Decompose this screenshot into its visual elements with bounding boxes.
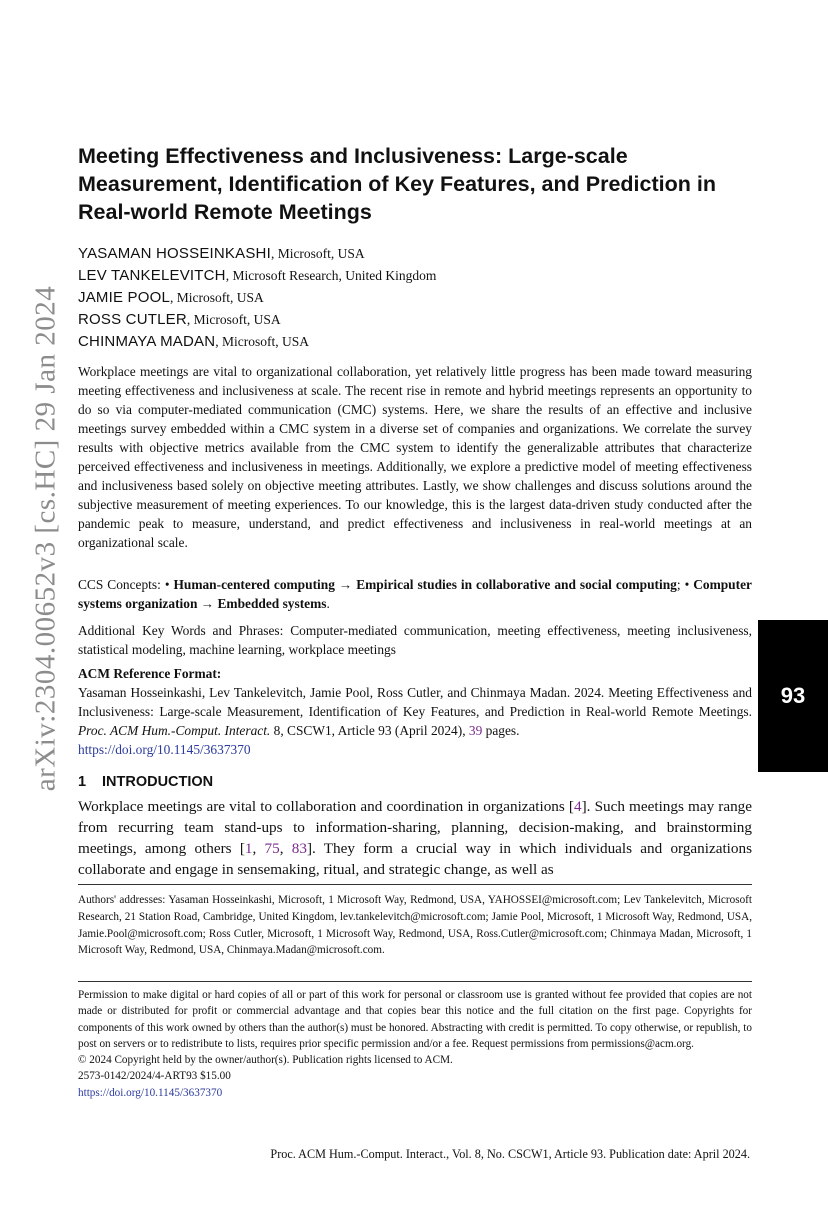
- acm-reference-part: pages.: [482, 723, 520, 738]
- author-affiliation: , Microsoft Research, United Kingdom: [225, 268, 437, 283]
- citation-separator: ,: [279, 840, 292, 857]
- footnote-divider: [78, 884, 752, 885]
- ccs-separator: ;: [676, 577, 685, 592]
- author-name: JAMIE POOL: [78, 289, 171, 306]
- ccs-concepts: [78, 575, 752, 613]
- authors-addresses: Authors' addresses: Yasaman Hosseinkashi, Microsoft, 1 Microsoft Way, Redmond, USA, YAHOSSEI@microsoft.com; Lev Tankelevitch, Microsoft Research, 21 Station Road, Cambridge, United Kingdom, lev.tankelevitch@microsoft.com; Jamie Pool, Microsoft, 1 Microsoft Way, Redmond, USA, Jamie.Pool@microsoft.com; Ross Cutler, Microsoft, 1 Microsoft Way, Redmond, USA, Ross.Cutler@microsoft.com; Chinmaya Madan, Microsoft, 1 Microsoft Way, Redmond, USA, Chinmaya.Madan@microsoft.com.: [78, 894, 752, 957]
- author-list: [78, 243, 752, 353]
- citation-link[interactable]: 1: [244, 840, 253, 857]
- author-entry: [78, 287, 752, 309]
- intro-text: ]. Such meetings may range from recurring team stand-ups to information-sharing, planning, decision-making, and brainstorming meetings, among others [: [78, 798, 753, 857]
- acm-reference-heading: ACM Reference Format:: [78, 666, 222, 681]
- arxiv-identifier: [28, 240, 64, 836]
- abstract: Workplace meetings are vital to organizational collaboration, yet relatively little progress has been made toward measuring meeting effectiveness and inclusiveness at scale. The recent rise in remote and hybrid meetings represents an opportunity to do so via computer-mediated communication (CMC) systems. Here, we share the results of an effective and inclusive meetings survey embedded within a CMC system in a diverse set of companies and organizations. We correlate the survey results with objective metrics available from the CMC system to identify the generalizable attributes that characterize perceived effectiveness and inclusiveness in meetings. Additionally, we explore a predictive model of meeting effectiveness and inclusiveness based solely on objective meeting attributes. Lastly, we show challenges and discuss solutions around the subjective measurement of meeting experiences. To our knowledge, this is the largest data-driven study conducted after the pandemic peak to measure, understand, and predict effectiveness and inclusiveness in real-world meetings at an organizational scale.: [78, 364, 752, 550]
- acm-reference-part: 8, CSCW1, Article 93 (April 2024),: [270, 723, 469, 738]
- ccs-concept-1: Human-centered computing → Empirical studies in collaborative and social computing: [173, 577, 677, 592]
- intro-paragraph: [78, 796, 752, 880]
- footer-doi-link[interactable]: https://doi.org/10.1145/3637370: [78, 1086, 223, 1099]
- permission-block: [78, 987, 752, 1101]
- article-number: 93: [780, 683, 806, 708]
- author-name: YASAMAN HOSSEINKASHI: [78, 245, 271, 262]
- ccs-concept-2: Computer systems organization → Embedded systems: [78, 577, 752, 611]
- ccs-bullet: •: [684, 577, 694, 592]
- acm-reference-format: [78, 664, 752, 759]
- section-heading: [78, 772, 752, 792]
- author-entry: [78, 309, 752, 331]
- author-name: CHINMAYA MADAN: [78, 333, 216, 350]
- permission-divider: [78, 981, 752, 982]
- article-number-tab: [758, 620, 828, 772]
- author-name: LEV TANKELEVITCH: [78, 267, 226, 284]
- intro-text: Workplace meetings are vital to collaboration and coordination in organizations [: [78, 798, 574, 815]
- citation-link[interactable]: 75: [264, 840, 280, 857]
- citation-link[interactable]: 4: [574, 798, 582, 815]
- author-affiliation: , Microsoft, USA: [270, 246, 365, 261]
- keywords: Additional Key Words and Phrases: Computer-mediated communication, meeting effectiveness, meeting inclusiveness, statistical modeling, machine learning, workplace meetings: [78, 623, 752, 657]
- intro-text: ]. They form a crucial way in which individuals and organizations collaborate and engage in sensemaking, ritual, and strategic change, as well as: [78, 840, 752, 878]
- doi-link[interactable]: https://doi.org/10.1145/3637370: [78, 742, 251, 757]
- running-footer: Proc. ACM Hum.-Comput. Interact., Vol. 8, No. CSCW1, Article 93. Publication date: April 2024.: [270, 1147, 750, 1161]
- acm-reference-text: [78, 683, 752, 740]
- author-entry: [78, 331, 752, 353]
- author-name: ROSS CUTLER: [78, 311, 187, 328]
- author-affiliation: , Microsoft, USA: [215, 334, 310, 349]
- author-entry: [78, 243, 752, 265]
- arxiv-identifier-text: arXiv:2304.00652v3 [cs.HC] 29 Jan 2024: [29, 285, 62, 791]
- section-title: INTRODUCTION: [102, 774, 214, 790]
- permission-notice: Permission to make digital or hard copies of all or part of this work for personal or classroom use is granted without fee provided that copies are not made or distributed for profit or commercial advantage and that copies bear this notice and the full citation on the first page. Copyrights for components of this work owned by others than the author(s) must be honored. Abstracting with credit is permitted. To copy otherwise, or republish, to post on servers or to redistribute to lists, requires prior specific permission and/or a fee. Request permissions from permissions@acm.org.: [78, 989, 752, 1050]
- acm-reference-part: Yasaman Hosseinkashi, Lev Tankelevitch, Jamie Pool, Ross Cutler, and Chinmaya Madan. 2024. Meeting Effectiveness and Inclusiveness: Large-scale Measurement, Identification of Key Features, and Prediction in Real-world Remote Meetings.: [78, 685, 752, 719]
- citation-link[interactable]: 83: [291, 840, 307, 857]
- citation-separator: ,: [252, 840, 265, 857]
- ccs-label: CCS Concepts:: [78, 577, 165, 592]
- ccs-end: .: [326, 596, 330, 611]
- copyright-line: © 2024 Copyright held by the owner/author(s). Publication rights licensed to ACM.: [78, 1054, 453, 1067]
- page-count-link[interactable]: 39: [468, 723, 483, 738]
- ccs-bullet: •: [164, 577, 174, 592]
- section-number: 1: [78, 774, 87, 790]
- journal-name: Proc. ACM Hum.-Comput. Interact.: [78, 723, 271, 738]
- paper-title: Meeting Effectiveness and Inclusiveness: Large-scale Measurement, Identification of Key Features, and Prediction in Real-world Remote Meetings: [78, 144, 716, 224]
- author-entry: [78, 265, 752, 287]
- author-affiliation: , Microsoft, USA: [186, 312, 281, 327]
- issn-line: 2573-0142/2024/4-ART93 $15.00: [78, 1070, 231, 1083]
- author-affiliation: , Microsoft, USA: [170, 290, 264, 305]
